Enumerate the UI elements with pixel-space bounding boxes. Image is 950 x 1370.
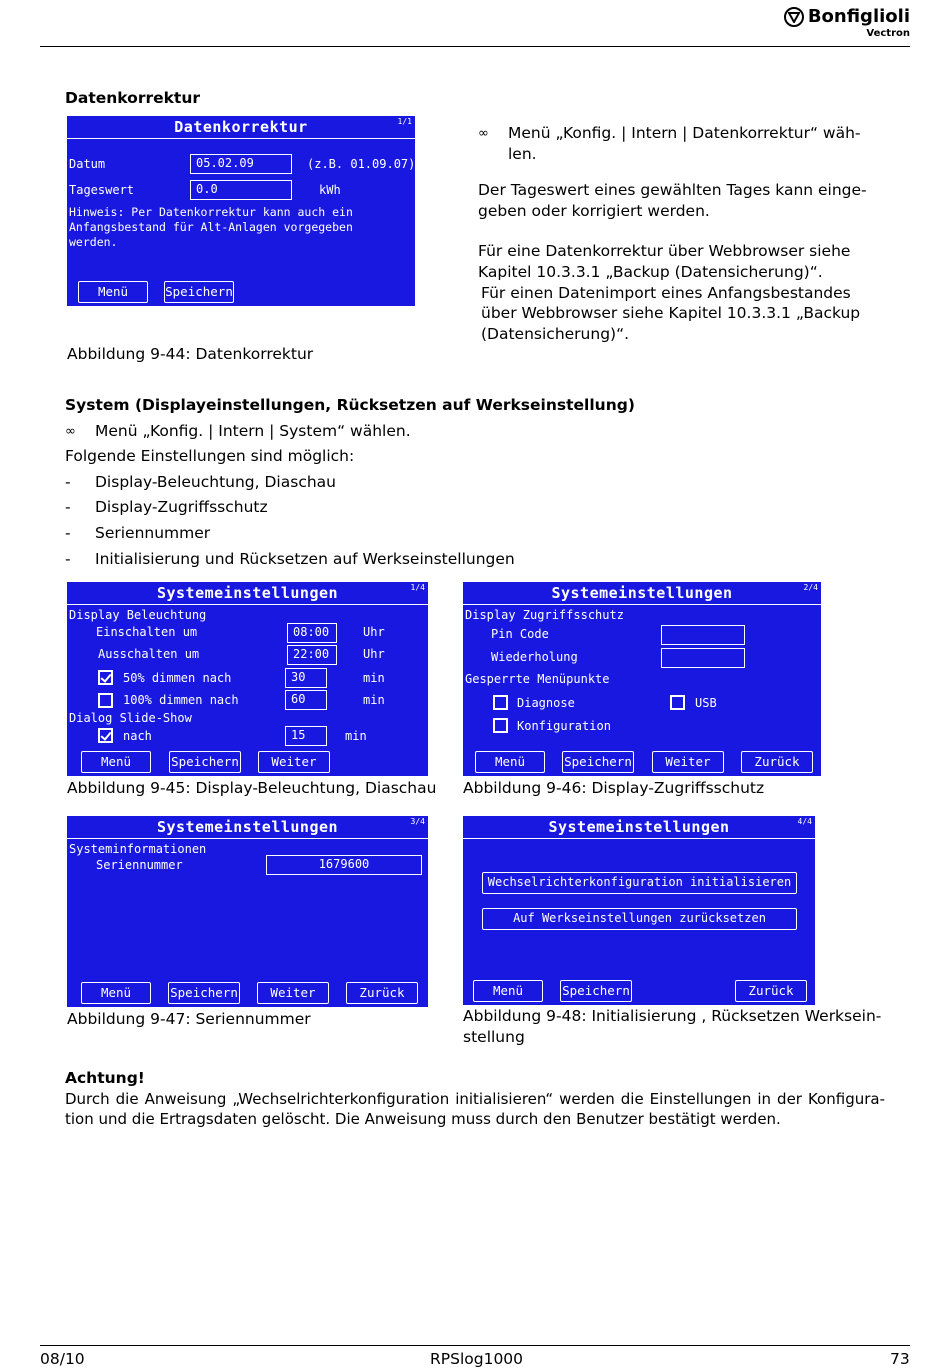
list-item: Display-Beleuchtung, Diaschau: [95, 473, 336, 491]
para-1-line-1: Der Tageswert eines gewählten Tages kann einge-: [478, 181, 867, 199]
serial-label: Seriennummer: [96, 858, 183, 872]
slideshow-unit: min: [345, 729, 367, 743]
usb-checkbox[interactable]: [670, 695, 685, 710]
repeat-label: Wiederholung: [491, 650, 578, 664]
back-button[interactable]: Zurück: [346, 982, 418, 1004]
next-button[interactable]: Weiter: [652, 751, 724, 773]
lcd-title: Systemeinstellungen: [156, 818, 339, 836]
footer-rule: [40, 1345, 910, 1346]
ausschalten-label: Ausschalten um: [98, 647, 200, 661]
lcd-title-rule: [463, 838, 815, 839]
menu-button[interactable]: Menü: [475, 751, 545, 773]
diagnose-checkbox[interactable]: [493, 695, 508, 710]
lcd-page: 1/1: [397, 117, 412, 126]
step-line-1: Menü „Konfig. | Intern | Datenkorrektur“ wäh-: [508, 124, 861, 142]
repeat-input[interactable]: [661, 648, 745, 668]
save-button[interactable]: Speichern: [169, 751, 241, 773]
back-button[interactable]: Zurück: [741, 751, 813, 773]
warning-heading: Achtung!: [65, 1069, 145, 1087]
group-dialog-slideshow: Dialog Slide-Show: [69, 711, 192, 725]
caption-fig-9-44: Abbildung 9-44: Datenkorrektur: [67, 345, 314, 363]
lcd-title: Systemeinstellungen: [156, 584, 339, 602]
brand-name: Bonfiglioli: [807, 6, 910, 27]
ausschalten-input[interactable]: 22:00: [287, 645, 337, 665]
list-dash: -: [65, 498, 71, 516]
slideshow-checkbox[interactable]: [98, 728, 113, 743]
lcd-title-rule: [67, 138, 415, 139]
lcd-title-rule: [463, 604, 821, 605]
slideshow-input[interactable]: 15: [285, 726, 327, 746]
dim100-input[interactable]: 60: [285, 690, 327, 710]
list-dash: -: [65, 550, 71, 568]
section-heading-datenkorrektur: Datenkorrektur: [65, 89, 201, 107]
para-3-line-3: (Datensicherung)“.: [481, 325, 630, 343]
save-button[interactable]: Speichern: [562, 751, 634, 773]
lcd-title: Datenkorrektur: [174, 118, 308, 136]
para-2-line-2: Kapitel 10.3.3.1 „Backup (Datensicherung)“.: [478, 263, 823, 281]
ausschalten-unit: Uhr: [363, 647, 385, 661]
menu-button[interactable]: Menü: [473, 980, 543, 1002]
dim50-unit: min: [363, 671, 385, 685]
hint-line-1: Hinweis: Per Datenkorrektur kann auch ein: [69, 205, 353, 219]
warning-line-1: Durch die Anweisung „Wechselrichterkonfiguration initialisieren“ werden die Einstellungen in der Konfigura-: [65, 1090, 885, 1108]
lcd-page: 3/4: [410, 817, 425, 826]
menu-button[interactable]: Menü: [81, 751, 151, 773]
pin-input[interactable]: [661, 625, 745, 645]
caption-fig-9-48-line-1: Abbildung 9-48: Initialisierung , Rücksetzen Werksein-: [463, 1007, 882, 1025]
konfiguration-label: Konfiguration: [517, 719, 611, 733]
lcd-datenkorrektur: [67, 116, 415, 306]
dim50-checkbox[interactable]: [98, 670, 113, 685]
tageswert-label: Tageswert: [69, 183, 135, 197]
serial-value: 1679600: [266, 855, 422, 875]
save-button[interactable]: Speichern: [164, 281, 234, 303]
brand-logo: [784, 6, 910, 39]
diagnose-label: Diagnose: [517, 696, 575, 710]
next-button[interactable]: Weiter: [258, 751, 330, 773]
lcd-title-rule: [67, 604, 428, 605]
lcd-display-beleuchtung: [67, 582, 428, 776]
lcd-display-zugriffsschutz: [463, 582, 821, 776]
datum-input[interactable]: 05.02.09: [190, 154, 292, 174]
step-line-2: len.: [508, 145, 537, 163]
init-config-button[interactable]: Wechselrichterkonfiguration initialisieren: [482, 872, 797, 894]
list-dash: -: [65, 524, 71, 542]
para-3-line-2: über Webbrowser siehe Kapitel 10.3.3.1 „Backup: [481, 304, 861, 322]
system-intro: Folgende Einstellungen sind möglich:: [65, 447, 355, 465]
footer-product: RPSlog1000: [430, 1350, 524, 1368]
lcd-page: 4/4: [797, 817, 812, 826]
einschalten-unit: Uhr: [363, 625, 385, 639]
warning-line-2: tion und die Ertragsdaten gelöscht. Die Anweisung muss durch den Benutzer bestätigt werden.: [65, 1110, 781, 1128]
group-display-beleuchtung: Display Beleuchtung: [69, 608, 207, 622]
para-2-line-1: Für eine Datenkorrektur über Webbrowser siehe: [478, 242, 851, 260]
usb-label: USB: [695, 696, 717, 710]
hint-line-2: Anfangsbestand für Alt-Anlagen vorgegeben: [69, 220, 353, 234]
einschalten-input[interactable]: 08:00: [287, 623, 337, 643]
lcd-seriennummer: [67, 816, 428, 1007]
slideshow-label: nach: [123, 729, 152, 743]
dim50-input[interactable]: 30: [285, 668, 327, 688]
pin-label: Pin Code: [491, 627, 549, 641]
bullet-symbol: ∞: [478, 126, 489, 141]
dim100-unit: min: [363, 693, 385, 707]
list-item: Display-Zugriffsschutz: [95, 498, 268, 516]
caption-fig-9-47: Abbildung 9-47: Seriennummer: [67, 1010, 311, 1028]
header-rule: [40, 46, 910, 47]
caption-fig-9-48-line-2: stellung: [463, 1028, 525, 1046]
menu-button[interactable]: Menü: [81, 982, 151, 1004]
section-heading-system: System (Displayeinstellungen, Rücksetzen auf Werkseinstellung): [65, 396, 635, 414]
tageswert-unit: kWh: [319, 183, 341, 197]
list-item: Initialisierung und Rücksetzen auf Werkseinstellungen: [95, 550, 515, 568]
dim100-label: 100% dimmen nach: [123, 693, 239, 707]
factory-reset-button[interactable]: Auf Werkseinstellungen zurücksetzen: [482, 908, 797, 930]
lcd-title: Systemeinstellungen: [548, 818, 730, 836]
group-zugriffsschutz: Display Zugriffsschutz: [465, 608, 624, 622]
menu-button[interactable]: Menü: [78, 281, 148, 303]
para-1-line-2: geben oder korrigiert werden.: [478, 202, 710, 220]
dim50-label: 50% dimmen nach: [123, 671, 232, 685]
group-gesperrte-menuepunkte: Gesperrte Menüpunkte: [465, 672, 610, 686]
dim100-checkbox[interactable]: [98, 693, 113, 708]
save-button[interactable]: Speichern: [168, 982, 240, 1004]
lcd-title-rule: [67, 838, 428, 839]
list-item: Seriennummer: [95, 524, 211, 542]
konfiguration-checkbox[interactable]: [493, 718, 508, 733]
system-step: Menü „Konfig. | Intern | System“ wählen.: [95, 422, 411, 440]
save-button[interactable]: Speichern: [560, 980, 632, 1002]
group-systeminformationen: Systeminformationen: [69, 842, 207, 856]
datum-hint: (z.B. 01.09.07): [307, 157, 415, 171]
caption-fig-9-46: Abbildung 9-46: Display-Zugriffsschutz: [463, 779, 765, 797]
hint-line-3: werden.: [69, 235, 118, 249]
lcd-page: 1/4: [410, 583, 425, 592]
back-button[interactable]: Zurück: [735, 980, 807, 1002]
brand-subname: Vectron: [866, 28, 910, 39]
bullet-symbol: ∞: [65, 424, 76, 439]
next-button[interactable]: Weiter: [257, 982, 329, 1004]
einschalten-label: Einschalten um: [96, 625, 198, 639]
list-dash: -: [65, 473, 71, 491]
datum-label: Datum: [69, 157, 106, 171]
para-3-line-1: Für einen Datenimport eines Anfangsbestandes: [481, 284, 851, 302]
bonfiglioli-logo-icon: [784, 7, 804, 27]
footer-page-number: 73: [890, 1350, 910, 1368]
lcd-title: Systemeinstellungen: [551, 584, 733, 602]
lcd-werkseinstellung: [463, 816, 815, 1005]
tageswert-input[interactable]: 0.0: [190, 180, 292, 200]
footer-date: 08/10: [40, 1350, 85, 1368]
caption-fig-9-45: Abbildung 9-45: Display-Beleuchtung, Diaschau: [67, 779, 437, 797]
lcd-page: 2/4: [803, 583, 818, 592]
